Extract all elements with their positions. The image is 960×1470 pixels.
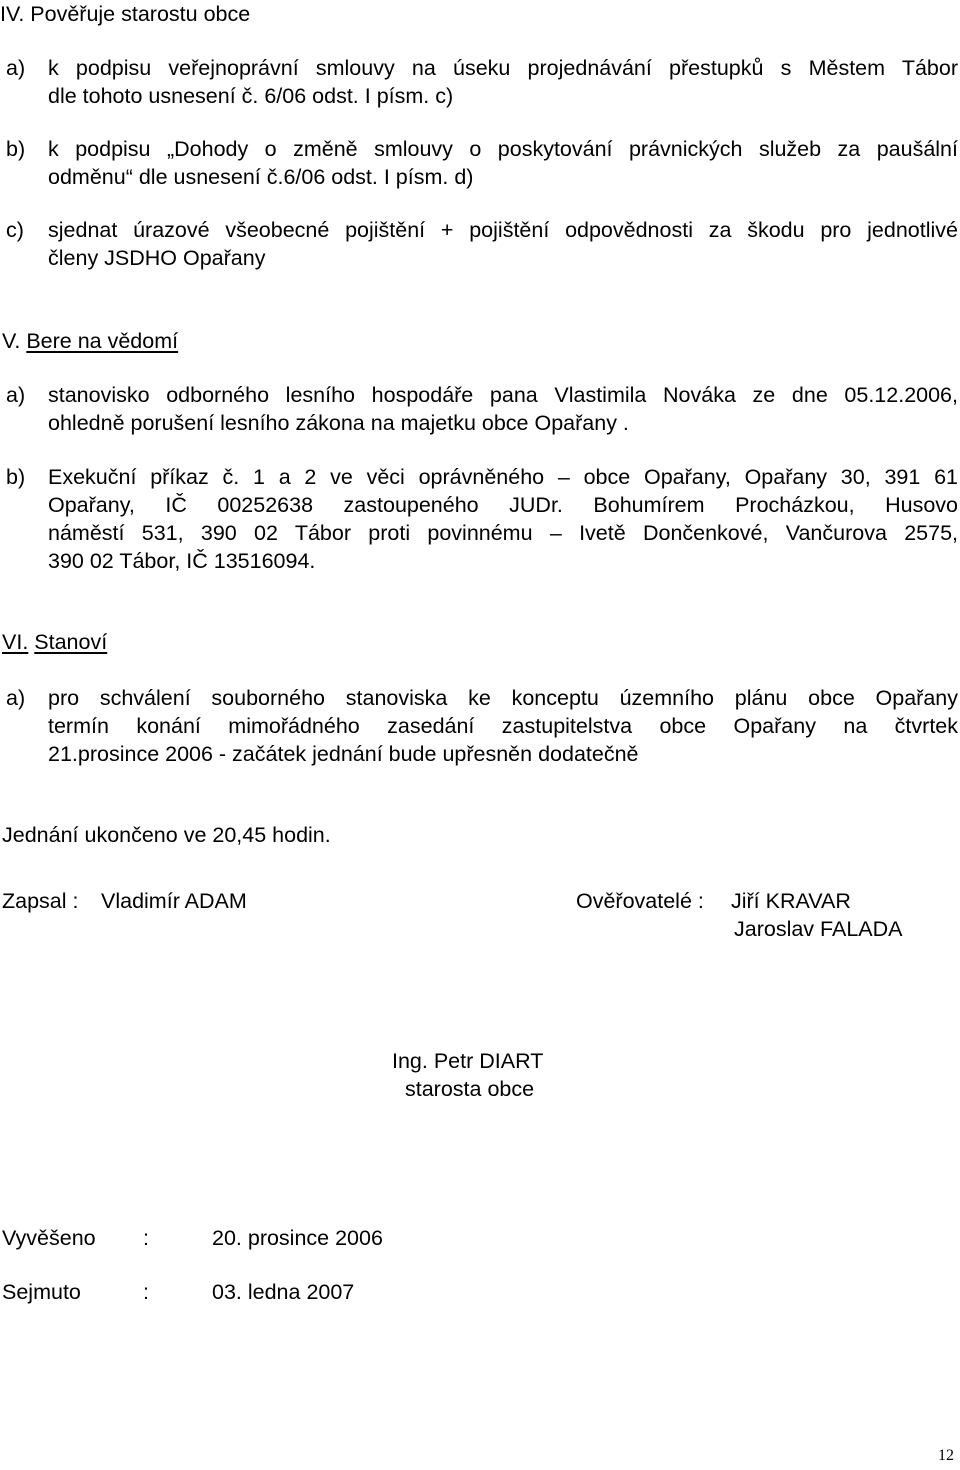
posted-date: 20. prosince 2006 [212, 1226, 383, 1250]
item-line: sjednat úrazové všeobecné pojištění + pojištění odpovědnosti za škodu pro jednotlivé [48, 218, 958, 242]
item-line: stanovisko odborného lesního hospodáře pana Vlastimila Nováka ze dne 05.12.2006, [48, 383, 958, 407]
posted-label: Vyvěšeno [2, 1226, 96, 1250]
item-label: a) [6, 686, 26, 710]
removed-label: Sejmuto [2, 1280, 81, 1304]
section-iv-heading: IV. Pověřuje starostu obce [0, 2, 251, 26]
section-number: V. [2, 329, 21, 353]
section-vi-heading [2, 628, 107, 656]
item-label: a) [6, 383, 26, 407]
mayor-title: starosta obce [405, 1077, 535, 1101]
item-label: b) [6, 137, 26, 161]
verifier-2-name: Jaroslav FALADA [734, 917, 903, 941]
verifiers-label: Ověřovatelé : [576, 889, 704, 913]
verifier-1-name: Jiří KRAVAR [731, 889, 851, 913]
item-line: termín konání mimořádného zasedání zastupitelstva obce Opařany na čtvrtek [48, 714, 958, 738]
item-line: 21.prosince 2006 - začátek jednání bude upřesněn dodatečně [48, 742, 639, 766]
item-line: k podpisu „Dohody o změně smlouvy o poskytování právnických služeb za paušální [48, 137, 958, 161]
recorded-by-name: Vladimír ADAM [101, 889, 247, 913]
item-line: 390 02 Tábor, IČ 13516094. [48, 549, 316, 573]
item-label: c) [6, 218, 24, 242]
section-title: Stanoví [34, 630, 108, 654]
item-line: k podpisu veřejnoprávní smlouvy na úseku projednávání přestupků s Městem Tábor [48, 56, 958, 80]
item-line: pro schválení souborného stanoviska ke konceptu územního plánu obce Opařany [48, 686, 958, 710]
removed-separator: : [143, 1280, 149, 1304]
item-line: dle tohoto usnesení č. 6/06 odst. I písm. c) [48, 84, 454, 108]
section-title: Bere na vědomí [26, 329, 179, 353]
section-number: VI. [2, 630, 29, 654]
item-line: ohledně porušení lesního zákona na majetku obce Opařany . [48, 411, 629, 435]
item-line: náměstí 531, 390 02 Tábor proti povinnému – Ivetě Dončenkové, Vančurova 2575, [48, 521, 958, 545]
mayor-name: Ing. Petr DIART [392, 1049, 544, 1073]
item-line: Opařany, IČ 00252638 zastoupeného JUDr. Bohumírem Procházkou, Husovo [48, 493, 958, 517]
removed-date: 03. ledna 2007 [212, 1280, 355, 1304]
posted-separator: : [143, 1226, 149, 1250]
item-label: a) [6, 56, 26, 80]
closing-statement: Jednání ukončeno ve 20,45 hodin. [2, 823, 331, 847]
item-line: odměnu“ dle usnesení č.6/06 odst. I písm. d) [48, 165, 474, 189]
item-line: Exekuční příkaz č. 1 a 2 ve věci oprávněného – obce Opařany, Opařany 30, 391 61 [48, 465, 958, 489]
section-v-heading [2, 327, 178, 355]
recorded-by-label: Zapsal : [2, 889, 79, 913]
page-number: 12 [938, 1447, 954, 1464]
item-line: členy JSDHO Opařany [48, 246, 266, 270]
item-label: b) [6, 465, 26, 489]
